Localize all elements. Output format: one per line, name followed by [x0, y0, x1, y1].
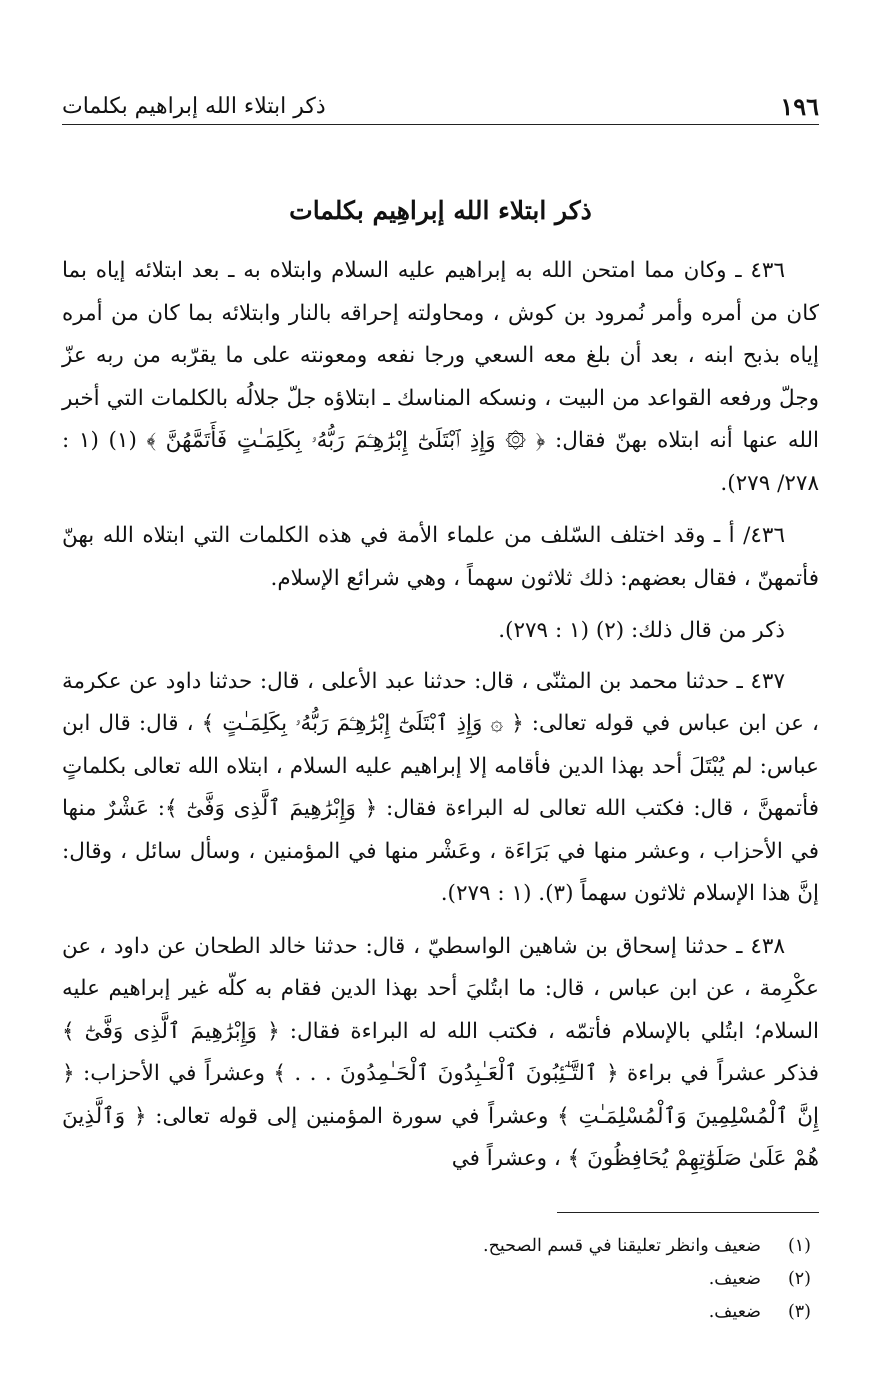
footnote-3	[62, 1296, 811, 1329]
footnote-number: (٣)	[787, 1302, 811, 1322]
running-header	[62, 88, 819, 125]
body-text	[62, 250, 819, 1191]
footnote-number: (١)	[787, 1236, 811, 1256]
running-title: ذكر ابتلاء الله إبراهيم بكلمات	[62, 93, 326, 119]
page-number: ١٩٦	[780, 91, 819, 121]
paragraph-437: ٤٣٧ ـ حدثنا محمد بن المثنّى ، قال: حدثنا عبد الأعلى ، قال: حدثنا داود عن عكرمة ، عن ابن عباس في قوله تعالى: ﴿ ۞ وَإِذِ ٱبْتَلَىٰٓ إِبْرَٰهِـۧمَ رَبُّهُۥ بِكَلِمَـٰتٍ ﴾ ، قال: قال ابن عباس: لم يُبْتَلَ أحد بهذا الدين فأقامه إلا إبراهيم عليه السلام ، ابتلاه الله تعالى بكلماتٍ فأتمهنَّ ، قال: فكتب الله تعالى له البراءة فقال: ﴿ وَإِبْرَٰهِيمَ ٱلَّذِى وَفَّىٰٓ ﴾: عَشْرٌ منها في الأحزاب ، وعشر منها في بَرَاءَة ، وعَشْر منها في المؤمنين ، وسأل سائل ، وقال: إنَّ هذا الإسلام ثلاثون سهماً (٣). (١ : ٢٧٩).	[62, 668, 819, 906]
paragraph-436: ٤٣٦ ـ وكان مما امتحن الله به إبراهيم عليه السلام وابتلاه به ـ بعد ابتلائه إياه بما كان من أمره وأمر نُمرود بن كوش ، ومحاولته إحراقه بالنار وابتلائه بما كان من أمره إياه بذبح ابنه ، بعد أن بلغ معه السعي ورجا نفعه ومعونته على ما يقرّبه من ربه عزّ وجلّ ورفعه القواعد من البيت ، ونسكه المناسك ـ ابتلاؤه جلّ جلالُه بالكلمات التي أخبر الله عنها أنه ابتلاه بهنّ فقال: ﴿ ۞ وَإِذِ ٱبْتَلَىٰٓ إِبْرَٰهِـۧمَ رَبُّهُۥ بِكَلِمَـٰتٍ فَأَتَمَّهُنَّ ﴾ (١) (١ : ٢٧٨/ ٢٧٩).	[62, 258, 820, 496]
paragraph-mention: ذكر من قال ذلك: (٢) (١ : ٢٧٩).	[498, 618, 785, 643]
footnote-text: ضعيف.	[708, 1269, 761, 1289]
footnote-1	[62, 1230, 811, 1263]
paragraph-438: ٤٣٨ ـ حدثنا إسحاق بن شاهين الواسطيّ ، قال: حدثنا خالد الطحان عن داود ، عن عكْرِمة ، عن ابن عباس ، قال: ما ابتُليَ أحد بهذا الدين فقام به كلّه غير إبراهيم عليه السلام؛ ابتُلي بالإسلام فأتمّه ، فكتب الله له البراءة فقال: ﴿ وَإِبْرَٰهِيمَ ٱلَّذِى وَفَّىٰٓ ﴾ فذكر عشراً في براءة ﴿ ٱلتَّـٰٓئِبُونَ ٱلْعَـٰبِدُونَ ٱلْحَـٰمِدُونَ . . . ﴾ وعشراً في الأحزاب: ﴿ إِنَّ ٱلْمُسْلِمِينَ وَٱلْمُسْلِمَـٰتِ ﴾ وعشراً في سورة المؤمنين إلى قوله تعالى: ﴿ وَٱلَّذِينَ هُمْ عَلَىٰ صَلَوَٰتِهِمْ يُحَافِظُونَ ﴾ ، وعشراً في	[62, 933, 819, 1171]
footnote-text: ضعيف.	[708, 1302, 761, 1322]
footnote-divider	[557, 1212, 819, 1213]
footnote-number: (٢)	[787, 1269, 811, 1289]
footnote-text: ضعيف وانظر تعليقنا في قسم الصحيح.	[483, 1236, 761, 1256]
footnote-2	[62, 1263, 811, 1296]
footnotes	[62, 1230, 811, 1329]
chapter-title: ذكر ابتلاء الله إبراهِيم بكلمات	[289, 196, 592, 225]
paragraph-436a: ٤٣٦/ أ ـ وقد اختلف السّلف من علماء الأمة في هذه الكلمات التي ابتلاه الله بهنّ فأتمهنّ ، فقال بعضهم: ذلك ثلاثون سهماً ، وهي شرائع الإسلام.	[62, 523, 819, 591]
